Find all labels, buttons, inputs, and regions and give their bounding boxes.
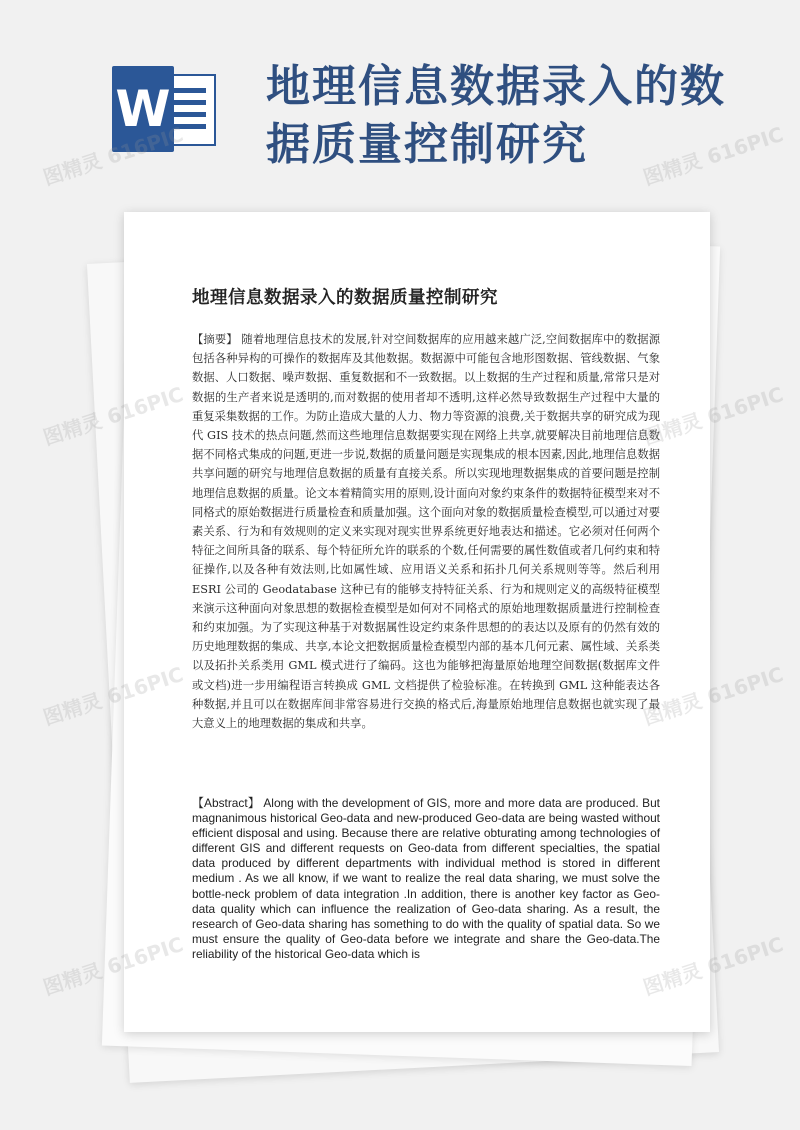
word-document-icon [112, 66, 216, 152]
watermark: 图精灵 616PIC [40, 662, 187, 730]
watermark: 图精灵 616PIC [640, 932, 787, 1000]
page-title: 地理信息数据录入的数据质量控制研究 [266, 61, 726, 170]
watermark: 图精灵 616PIC [40, 122, 187, 190]
abstract-english: 【Abstract】 Along with the development of GIS, more and more data are produced. But magnanimous historical Geo-data and new-produced Geo-data are being wasted without efficient disposal and using. Because there are relative obturating among technologies of different GIS and different requests on Geo-data from different specialties, the spatial data produced by different departments with individual method is stored in different medium . As we all know, if we want to realize the real data sharing, we must solve the bottle-neck problem of data integration .In addition, there is another key factor as Geo-data quality which can influence the realization of Geo-data sharing. As a result, the research of Geo-data sharing has something to do with the quality of spatial data. So we must ensure the quality of Geo-data before we integrate and share the Geo-data.The reliability of the historical Geo-data which is [192, 796, 660, 961]
word-logo-letter: W [112, 66, 174, 152]
watermark: 图精灵 616PIC [40, 382, 187, 450]
watermark: 图精灵 616PIC [40, 932, 187, 1000]
abstract-chinese: 【摘要】 随着地理信息技术的发展,针对空间数据库的应用越来越广泛,空间数据库中的数据源包括各种异构的可操作的数据库及其他数据。数据源中可能包含地形图数据、管线数据、气象数据、人口数据、噪声数据、重复数据和不一致数据。以上数据的生产过程和质量,常常只是对数据的生产者来说是透明的,而对数据的使用者却不透明,这样必然导致数据生产过程中大量的重复采集数据的工作。为防止造成大量的人力、物力等资源的浪费,关于数据共享的研究成为现代 GIS 技术的热点问题,然而这些地理信息数据要实现在网络上共享,就要解决目前地理信息数据不同格式集成的问题,更进一步说,数据的质量问题是实现集成的根本因素,因此,地理信息数据共享问题的研究与地理信息数据的质量有直接关系。所以实现地理数据集成的首要问题是控制地理信息数据的质量。论文本着精简实用的原则,设计面向对象约束条件的数据特征模型来对不同格式的原始数据进行质量检查和质量加强。这个面向对象的数据质量检查模型,可以通过对要素关系、行为和有效规则的定义来实现对现实世界系统更好地表达和描述。它必须对任何两个特征之间所具备的联系、每个特征所允许的联系的个数,任何需要的属性数值或者几何约束和特征操作,以及各种有效法则,比如属性域、应用语义关系和拓扑几何关系规则等等。然后利用 ESRI 公司的 Geodatabase 这种已有的能够支持特征关系、行为和规则定义的高级特征模型来演示这种面向对象思想的数据检查模型是如何对不同格式的原始地理数据质量进行控制检查和约束加强。为了实现这种基于对数据属性设定约束条件思想的的表达以及原有的仍然有效的历史地理数据的集成、共享,本论文把数据质量检查模型内部的基本几何元素、属性域、关系类以及拓扑关系类用 GML 模式进行了编码。这也为能够把海量原始地理空间数据(数据库文件或文档)进一步用编程语言转换成 GML 文档提供了检验标准。在转换到 GML 这种能表达各种数据,并且可以在数据库间非常容易进行交换的格式后,海量原始地理信息数据也就实现了最大意义上的地理数据的集成和共享。 [192, 333, 660, 731]
document-page [124, 212, 710, 1032]
watermark: 图精灵 616PIC [640, 382, 787, 450]
watermark: 图精灵 616PIC [640, 122, 787, 190]
watermark: 图精灵 616PIC [640, 662, 787, 730]
document-title: 地理信息数据录入的数据质量控制研究 [192, 288, 498, 308]
